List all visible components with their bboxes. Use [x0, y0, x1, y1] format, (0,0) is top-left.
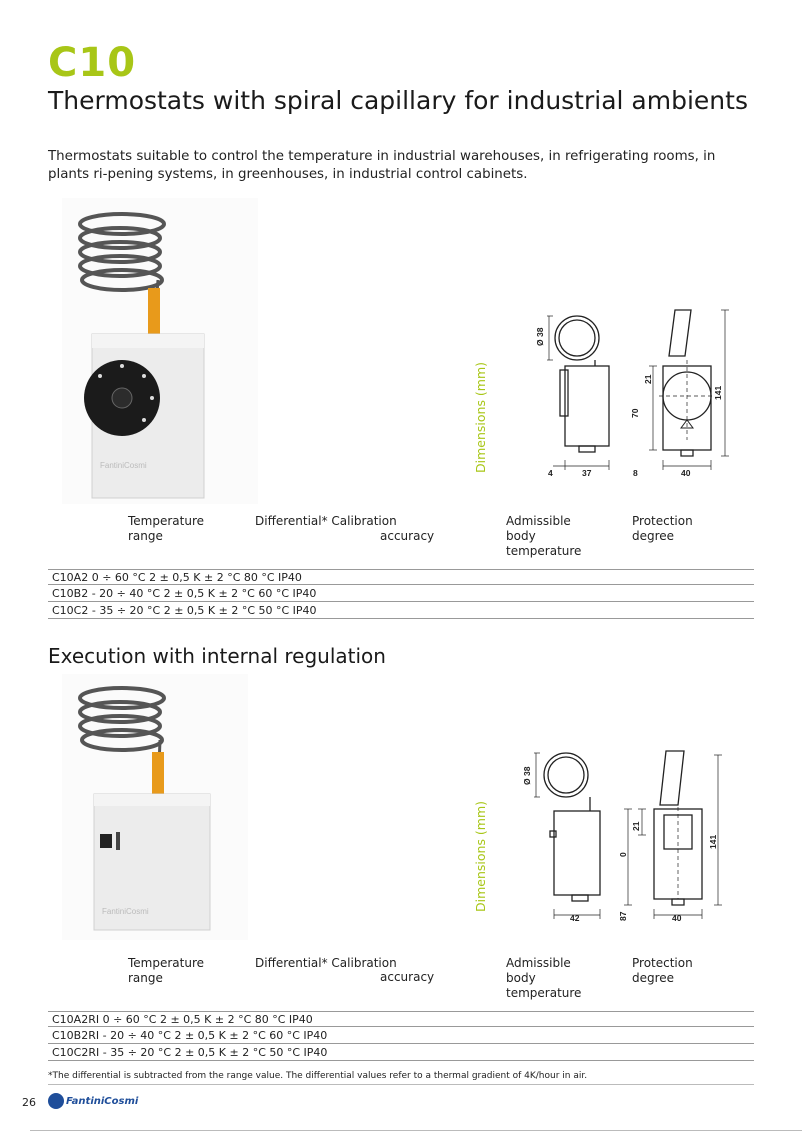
- header-temperature-range: Temperature range: [128, 956, 205, 985]
- section-title: Execution with internal regulation: [48, 644, 386, 668]
- dim-w40: 40: [672, 913, 682, 923]
- dim-diameter: Ø 38: [522, 766, 532, 785]
- table-row: C10A2 0 ÷ 60 °C 2 ± 0,5 K ± 2 °C 80 °C IP40: [48, 569, 754, 585]
- thermostat-photo: [62, 198, 258, 504]
- dim-h141: 141: [708, 834, 718, 849]
- dim-h0: 0: [618, 852, 628, 857]
- dim-h141: 141: [713, 385, 723, 400]
- dim-h21: 21: [643, 374, 653, 384]
- header-protection: Protection degree: [632, 514, 693, 543]
- dimensions-label: Dimensions (mm): [473, 800, 488, 912]
- footer-divider: [48, 1084, 754, 1085]
- header-differential: Differential* Calibration: [255, 956, 397, 970]
- dim-w40: 40: [681, 468, 691, 478]
- header-protection: Protection degree: [632, 956, 693, 985]
- table-row: C10A2RI 0 ÷ 60 °C 2 ± 0,5 K ± 2 °C 80 °C IP40: [48, 1011, 754, 1027]
- table-row: C10B2 - 20 ÷ 40 °C 2 ± 0,5 K ± 2 °C 60 °C IP40: [48, 586, 754, 602]
- page-bottom-divider: [30, 1130, 802, 1131]
- svg-text:FantiniCosmi: FantiniCosmi: [100, 461, 147, 470]
- thermostat-internal-photo: [62, 674, 248, 940]
- header-admissible-temp: Admissible body temperature: [506, 514, 582, 558]
- brand-logo-icon: [48, 1093, 64, 1109]
- dim-h21: 21: [631, 821, 641, 831]
- dim-diameter: Ø 38: [535, 327, 545, 346]
- header-temperature-range: Temperature range: [128, 514, 205, 543]
- table-row: C10C2 - 35 ÷ 20 °C 2 ± 0,5 K ± 2 °C 50 °C IP40: [48, 603, 754, 619]
- brand-logo: [48, 1093, 138, 1109]
- dimensions-label: Dimensions (mm): [473, 361, 488, 473]
- table-row: C10C2RI - 35 ÷ 20 °C 2 ± 0,5 K ± 2 °C 50 °C IP40: [48, 1045, 754, 1061]
- dim-w42: 42: [570, 913, 580, 923]
- dim-w4: 4: [548, 468, 553, 478]
- page-title: Thermostats with spiral capillary for industrial ambients: [48, 86, 748, 115]
- product-code: C10: [48, 40, 137, 86]
- footnote: *The differential is subtracted from the range value. The differential values refer to a thermal gradient of 4K/hour in air.: [48, 1071, 588, 1081]
- page-number: 26: [22, 1096, 36, 1109]
- dim-w8: 8: [633, 468, 638, 478]
- dim-w87: 87: [618, 911, 628, 921]
- brand-name: FantiniCosmi: [66, 1095, 139, 1107]
- header-accuracy: accuracy: [380, 970, 435, 984]
- dim-w37: 37: [582, 468, 592, 478]
- header-differential: Differential* Calibration: [255, 514, 397, 528]
- table-row: C10B2RI - 20 ÷ 40 °C 2 ± 0,5 K ± 2 °C 60 °C IP40: [48, 1028, 754, 1044]
- intro-paragraph: Thermostats suitable to control the temperature in industrial warehouses, in refrigerating rooms, in plants ri-pening systems, in greenhouses, in industrial control cabinets.: [48, 149, 716, 182]
- header-accuracy: accuracy: [380, 529, 435, 543]
- svg-text:FantiniCosmi: FantiniCosmi: [102, 907, 149, 916]
- header-admissible-temp: Admissible body temperature: [506, 956, 582, 1000]
- dimension-drawing: [535, 300, 735, 480]
- dim-h70: 70: [630, 408, 640, 418]
- dimension-drawing: [520, 745, 735, 925]
